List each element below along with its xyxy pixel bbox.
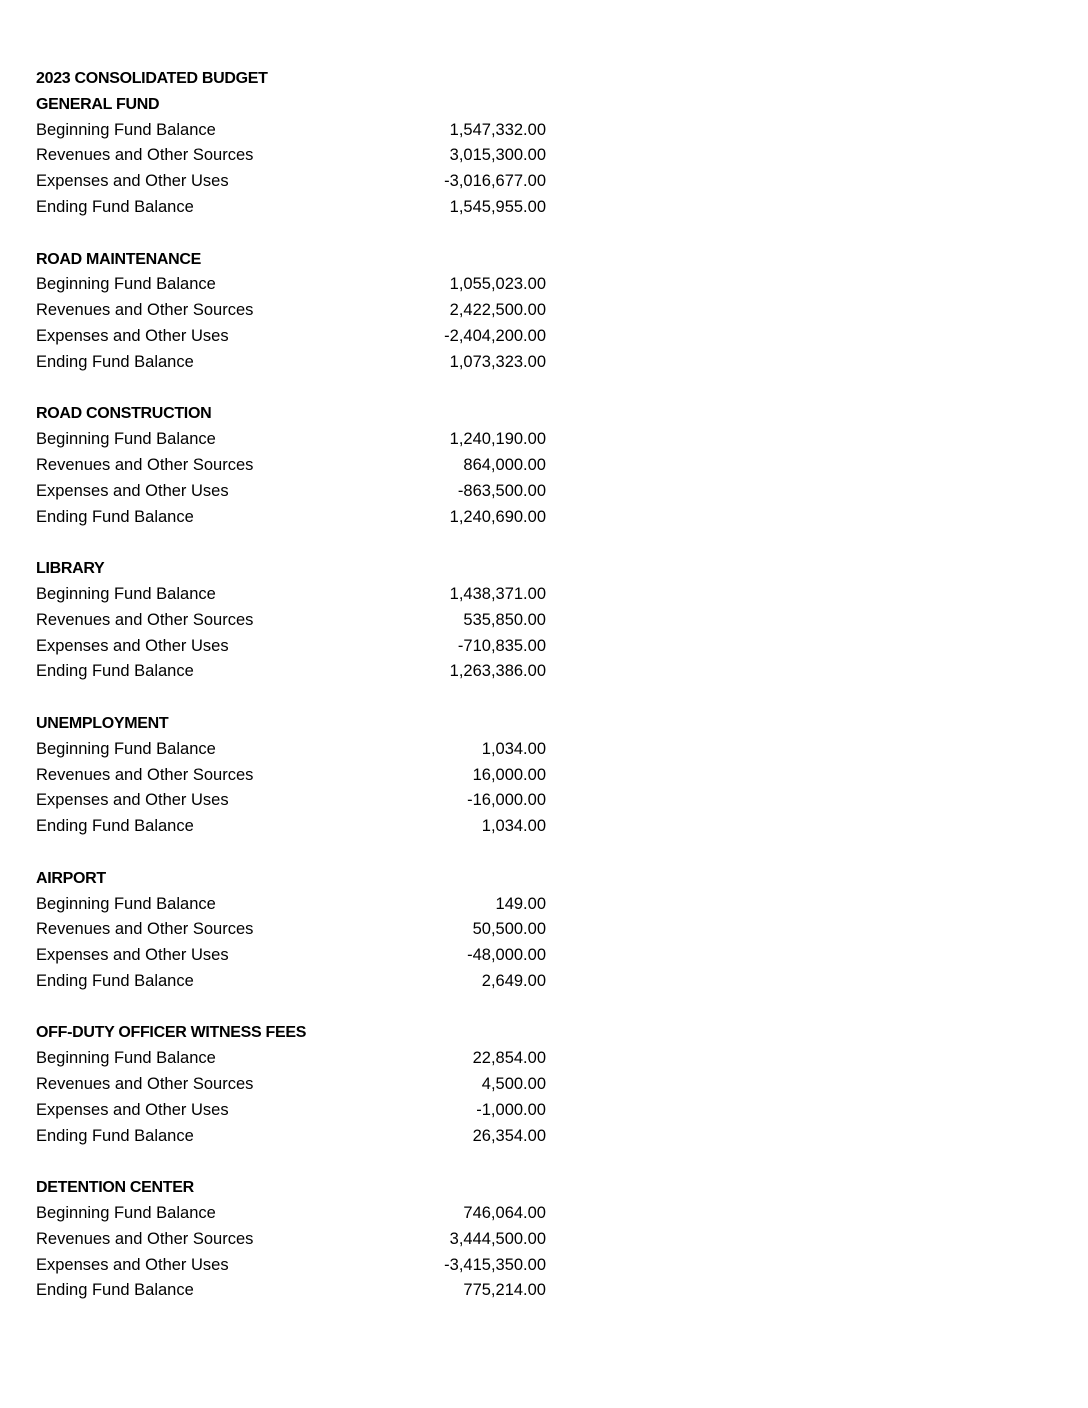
- fund-section: [36, 247, 556, 376]
- fund-row-revenues: [36, 608, 556, 634]
- row-label: Beginning Fund Balance: [36, 739, 216, 758]
- fund-row-expenses: [36, 1098, 556, 1124]
- fund-row-ending: [36, 1124, 556, 1150]
- row-amount: 149.00: [495, 894, 546, 913]
- row-amount: -710,835.00: [457, 636, 546, 655]
- row-label: Expenses and Other Uses: [36, 791, 229, 810]
- row-label: Revenues and Other Sources: [36, 301, 254, 320]
- fund-section: [36, 556, 556, 685]
- fund-row-expenses: [36, 169, 556, 195]
- fund-row-revenues: [36, 1227, 556, 1253]
- row-label: Revenues and Other Sources: [36, 146, 254, 165]
- fund-row-expenses: [36, 1253, 556, 1279]
- row-label: Revenues and Other Sources: [36, 455, 254, 474]
- row-label: Ending Fund Balance: [36, 352, 194, 371]
- fund-name: DETENTION CENTER: [36, 1179, 194, 1197]
- row-amount: 1,055,023.00: [449, 275, 546, 294]
- fund-row-ending: [36, 195, 556, 221]
- row-amount: 26,354.00: [472, 1126, 546, 1145]
- fund-row-revenues: [36, 1072, 556, 1098]
- row-label: Revenues and Other Sources: [36, 1229, 254, 1248]
- fund-row-beginning: [36, 1046, 556, 1072]
- row-amount: 775,214.00: [463, 1281, 546, 1300]
- row-amount: 4,500.00: [481, 1075, 546, 1094]
- fund-section: [36, 711, 556, 840]
- fund-row-revenues: [36, 298, 556, 324]
- row-label: Ending Fund Balance: [36, 662, 194, 681]
- fund-row-ending: [36, 505, 556, 531]
- fund-row-revenues: [36, 917, 556, 943]
- fund-row-expenses: [36, 788, 556, 814]
- row-amount: 3,015,300.00: [449, 146, 546, 165]
- row-label: Beginning Fund Balance: [36, 1049, 216, 1068]
- row-amount: -3,016,677.00: [444, 172, 546, 191]
- row-amount: 535,850.00: [463, 610, 546, 629]
- fund-row-ending: [36, 659, 556, 685]
- row-label: Ending Fund Balance: [36, 1126, 194, 1145]
- row-amount: 1,547,332.00: [449, 120, 546, 139]
- row-amount: 2,422,500.00: [449, 301, 546, 320]
- row-amount: 864,000.00: [463, 455, 546, 474]
- row-label: Expenses and Other Uses: [36, 481, 229, 500]
- row-label: Beginning Fund Balance: [36, 120, 216, 139]
- row-label: Beginning Fund Balance: [36, 894, 216, 913]
- funds-list: [36, 92, 556, 1304]
- fund-row-ending: [36, 969, 556, 995]
- row-amount: 2,649.00: [481, 971, 546, 990]
- row-label: Expenses and Other Uses: [36, 946, 229, 965]
- budget-document: [36, 66, 556, 1304]
- row-label: Ending Fund Balance: [36, 507, 194, 526]
- fund-row-beginning: [36, 427, 556, 453]
- row-label: Revenues and Other Sources: [36, 765, 254, 784]
- fund-row-expenses: [36, 324, 556, 350]
- row-amount: -3,415,350.00: [444, 1255, 546, 1274]
- row-label: Beginning Fund Balance: [36, 1204, 216, 1223]
- row-amount: 1,034.00: [481, 817, 546, 836]
- row-amount: 746,064.00: [463, 1204, 546, 1223]
- row-label: Expenses and Other Uses: [36, 1255, 229, 1274]
- row-label: Ending Fund Balance: [36, 1281, 194, 1300]
- row-amount: -863,500.00: [457, 481, 546, 500]
- row-label: Expenses and Other Uses: [36, 636, 229, 655]
- fund-row-expenses: [36, 479, 556, 505]
- fund-name: AIRPORT: [36, 869, 106, 887]
- fund-row-beginning: [36, 1201, 556, 1227]
- fund-row-expenses: [36, 634, 556, 660]
- fund-name: OFF-DUTY OFFICER WITNESS FEES: [36, 1024, 307, 1042]
- fund-section: [36, 1020, 556, 1149]
- row-label: Revenues and Other Sources: [36, 610, 254, 629]
- row-amount: 16,000.00: [472, 765, 546, 784]
- fund-row-revenues: [36, 143, 556, 169]
- fund-row-revenues: [36, 763, 556, 789]
- row-amount: -16,000.00: [467, 791, 546, 810]
- row-amount: 1,240,190.00: [449, 430, 546, 449]
- fund-row-beginning: [36, 118, 556, 144]
- row-amount: 50,500.00: [472, 920, 546, 939]
- fund-row-beginning: [36, 737, 556, 763]
- fund-name: GENERAL FUND: [36, 95, 160, 113]
- row-label: Beginning Fund Balance: [36, 430, 216, 449]
- row-label: Expenses and Other Uses: [36, 326, 229, 345]
- row-label: Expenses and Other Uses: [36, 172, 229, 191]
- fund-section: [36, 1175, 556, 1304]
- fund-name: ROAD MAINTENANCE: [36, 250, 201, 268]
- row-amount: 1,545,955.00: [449, 197, 546, 216]
- fund-section: [36, 92, 556, 221]
- fund-name: UNEMPLOYMENT: [36, 714, 169, 732]
- row-amount: -48,000.00: [467, 946, 546, 965]
- fund-name: LIBRARY: [36, 560, 105, 578]
- fund-section: [36, 866, 556, 995]
- row-label: Ending Fund Balance: [36, 971, 194, 990]
- fund-section: [36, 401, 556, 530]
- row-label: Revenues and Other Sources: [36, 1075, 254, 1094]
- document-title: 2023 CONSOLIDATED BUDGET: [36, 70, 268, 87]
- row-amount: 1,073,323.00: [449, 352, 546, 371]
- fund-row-ending: [36, 814, 556, 840]
- row-label: Beginning Fund Balance: [36, 584, 216, 603]
- row-amount: -2,404,200.00: [444, 326, 546, 345]
- fund-row-ending: [36, 1278, 556, 1304]
- row-label: Revenues and Other Sources: [36, 920, 254, 939]
- row-amount: -1,000.00: [476, 1100, 546, 1119]
- fund-row-ending: [36, 350, 556, 376]
- row-amount: 1,240,690.00: [449, 507, 546, 526]
- row-amount: 1,263,386.00: [449, 662, 546, 681]
- row-label: Beginning Fund Balance: [36, 275, 216, 294]
- row-label: Expenses and Other Uses: [36, 1100, 229, 1119]
- row-amount: 22,854.00: [472, 1049, 546, 1068]
- fund-row-beginning: [36, 582, 556, 608]
- fund-name: ROAD CONSTRUCTION: [36, 405, 212, 423]
- row-label: Ending Fund Balance: [36, 197, 194, 216]
- fund-row-beginning: [36, 892, 556, 918]
- fund-row-beginning: [36, 272, 556, 298]
- fund-row-revenues: [36, 453, 556, 479]
- row-amount: 1,034.00: [481, 739, 546, 758]
- row-amount: 3,444,500.00: [449, 1229, 546, 1248]
- fund-row-expenses: [36, 943, 556, 969]
- row-label: Ending Fund Balance: [36, 817, 194, 836]
- row-amount: 1,438,371.00: [449, 584, 546, 603]
